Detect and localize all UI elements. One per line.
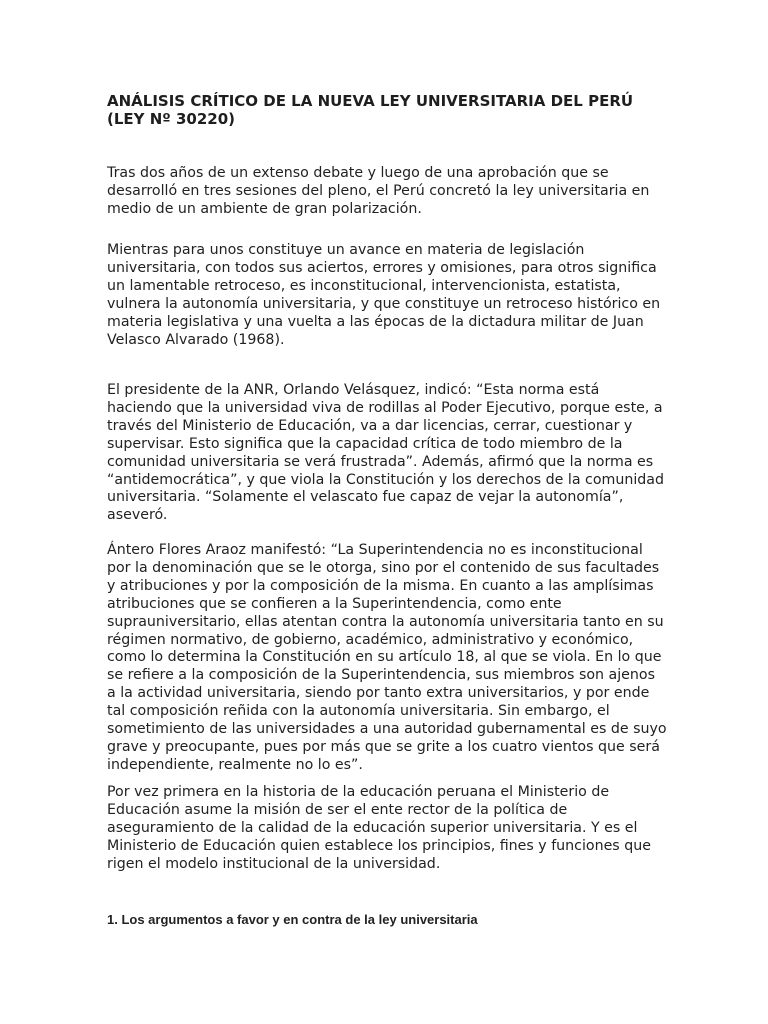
paragraph-opinions: Mientras para unos constituye un avance en materia de legislación universitaria, con todos sus aciertos, errores y omisiones, para otros significa un lamentable retroceso, es inconstitucional, intervencionista, estatista, vulnera la autonomía universitaria, y que constituye un retroceso histórico en materia legislativa y una vuelta a las épocas de la dictadura militar de Juan Velasco Alvarado (1968). bbox=[107, 242, 661, 348]
paragraph-ministry: Por vez primera en la historia de la educación peruana el Ministerio de Educación asume la misión de ser el ente rector de la política de aseguramiento de la calidad de la educación superior universitaria. Y es el Ministerio de Educación quien establece los principios, fines y funciones que rigen el modelo institucional de la universidad. bbox=[107, 784, 651, 872]
paragraph-anr-president: El presidente de la ANR, Orlando Velásquez, indicó: “Esta norma está haciendo que la universidad viva de rodillas al Poder Ejecutivo, porque este, a través del Ministerio de Educación, va a dar licencias, cerrar, cuestionar y supervisar. Esto significa que la capacidad crítica de todo miembro de la comunidad universitaria se verá frustrada”. Además, afirmó que la norma es “antidemocrática”, y que viola la Constitución y los derechos de la comunidad universitaria. “Solamente el velascato fue capaz de vejar la autonomía”, aseveró. bbox=[107, 382, 664, 524]
section-heading: 1. Los argumentos a favor y en contra de la ley universitaria bbox=[107, 912, 478, 927]
paragraph-intro: Tras dos años de un extenso debate y luego de una aprobación que se desarrolló en tres sesiones del pleno, el Perú concretó la ley universitaria en medio de un ambiente de gran polarización. bbox=[107, 165, 650, 217]
document-title: ANÁLISIS CRÍTICO DE LA NUEVA LEY UNIVERSITARIA DEL PERÚ (LEY Nº 30220) bbox=[107, 92, 634, 128]
paragraph-flores-araoz: Ántero Flores Araoz manifestó: “La Superintendencia no es inconstitucional por la denominación que se le otorga, sino por el contenido de sus facultades y atribuciones y por la composición de la misma. En cuanto a las amplísimas atribuciones que se confieren a la Superintendencia, como ente suprauniversitario, ellas atentan contra la autonomía universitaria tanto en su régimen normativo, de gobierno, académico, administrativo y económico, como lo determina la Constitución en su artículo 18, al que se viola. En lo que se refiere a la composición de la Superintendencia, sus miembros son ajenos a la actividad universitaria, siendo por tanto extra universitarios, y por ende tal composición reñida con la autonomía universitaria. Sin embargo, el sometimiento de las universidades a una autoridad gubernamental es de suyo grave y preocupante, pues por más que se grite a los cuatro vientos que será independiente, realmente no lo es”. bbox=[107, 542, 667, 773]
